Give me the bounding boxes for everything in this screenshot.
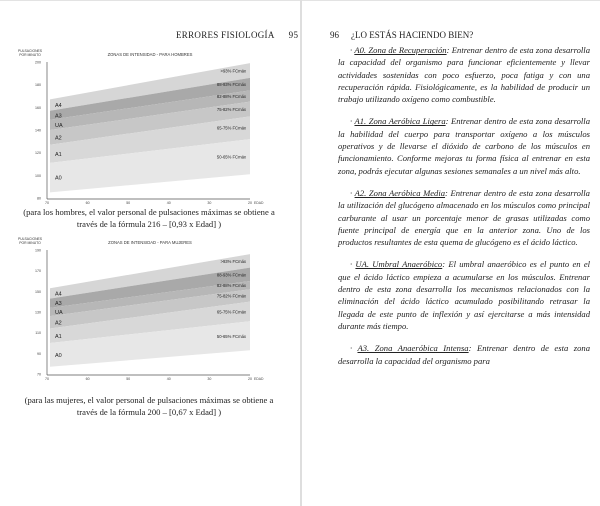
y-tick-label: 70 (37, 372, 41, 377)
y-tick-label: 140 (35, 128, 41, 133)
y-tick-label: 190 (35, 248, 41, 253)
chart-men (0, 48, 300, 218)
y-tick-label: 90 (37, 351, 41, 356)
paragraph-text: : Entrenar dentro de esta zona desarrolla la utilización del glucógeno almacenado en los músculos como principal carburante al usar un porcentaje menor de grasas utilizadas como fuente principal de energía que en la anterior zona. Uno de los productos resultantes de esta quema de glucógeno es el ácido láctico. (338, 187, 590, 248)
zone-label: UA (55, 122, 63, 129)
paragraph-text: : Entrenar dentro de esta zona desarrolla la capacidad del organismo para funcionar eficientemente y llevar actividades sostenidas con poco esfuerzo, poca fatiga y con una recuperación rápida. Fisiológicamente, es la habilidad de producir un trabajo utilizando oxígeno como combustible. (338, 45, 590, 105)
y-axis-label: POR MINUTO (19, 53, 41, 57)
band-label: 50-65% FCmáx (216, 154, 246, 160)
band-label: >93% FCmáx (220, 68, 246, 74)
term: A1. Zona Aeróbica Ligera (354, 116, 446, 127)
running-head (330, 30, 473, 40)
y-axis-label: POR MINUTO (19, 241, 41, 245)
chart-title: ZONAS DE INTENSIDAD - PARA HOMBRES (107, 52, 193, 57)
y-axis-label: PULSACIONES (17, 49, 43, 53)
y-tick-label: 160 (35, 105, 41, 110)
band-label: 88-93% FCmáx (216, 272, 246, 278)
zone-label: A4 (55, 291, 62, 298)
x-tick-label: 40 (166, 201, 171, 205)
paragraph-text: : Entrenar dentro de esta zona desarrolla la capacidad del organismo para (338, 343, 590, 366)
body-text (338, 44, 590, 377)
paragraph-a0: · A0. Zona de Recuperación: Entrenar dentro de esta zona desarrolla la capacidad del organismo para funcionar eficientemente y llevar actividades sostenidas con poco esfuerzo, poca fatiga y con una recuperación rápida. Fisiológicamente, es la habilidad de producir un trabajo utilizando oxígeno como combustible. (338, 45, 590, 105)
y-tick-label: 180 (35, 83, 41, 88)
y-tick-label: 200 (35, 60, 41, 65)
x-tick-label: 50 (126, 201, 131, 205)
caption-women: (para las mujeres, el valor personal de pulsaciones máximas se obtiene a través de la fórmula 200 – [0,67 x Edad] ) (24, 395, 274, 417)
x-tick-label: 70 (45, 377, 49, 381)
term: A3. Zona Anaeróbica Intensa (357, 343, 469, 354)
zone-label: A1 (55, 151, 62, 158)
running-head (176, 30, 298, 40)
x-tick-label: 70 (45, 201, 49, 205)
band-label: 75-82% FCmáx (216, 107, 246, 113)
zone-label: A1 (55, 333, 62, 340)
x-tick-label: 60 (85, 201, 90, 205)
y-tick-label: 150 (35, 289, 41, 294)
y-tick-label: 110 (35, 331, 41, 336)
zone-label: A0 (55, 352, 62, 359)
zone-label: UA (55, 310, 63, 316)
x-tick-label: 50 (126, 377, 131, 381)
chart-women (0, 236, 300, 396)
paragraph-a3: · A3. Zona Anaeróbica Intensa: Entrenar dentro de esta zona desarrolla la capacidad del organismo para (338, 343, 590, 366)
band-label: 65-75% FCmáx (216, 125, 246, 131)
band-label: 82-88% FCmáx (216, 94, 246, 99)
band-label: 82-88% FCmáx (216, 283, 246, 289)
band-label: 65-75% FCmáx (216, 309, 246, 315)
running-head-title: ¿LO ESTÁS HACIENDO BIEN? (351, 30, 474, 40)
x-tick-label: 40 (166, 377, 171, 381)
paragraph-text: : El umbral anaeróbico es el punto en el que el ácido láctico empieza a acumularse en los músculos. Entrenar dentro de esta zona desarrolla los mecanismos relacionados con la eliminación del ácido láctico acumulado posibilitando retrasar la llegada de este punto de inflexión y así ejercitarse a más intensidad durante más tiempo. (338, 259, 591, 331)
y-axis-label: PULSACIONES (17, 237, 43, 241)
term: UA. Umbral Anaeróbico (355, 259, 443, 270)
zone-label: A4 (55, 103, 62, 110)
zone-label: A3 (55, 113, 62, 120)
y-tick-label: 130 (35, 310, 41, 315)
term: A2. Zona Aeróbica Media (354, 187, 446, 198)
band-label: 50-65% FCmáx (216, 333, 246, 339)
x-axis-label: EDAD (254, 377, 264, 381)
x-tick-label: 60 (85, 377, 90, 381)
page-number: 96 (330, 30, 339, 40)
band-label: 75-82% FCmáx (216, 293, 246, 299)
caption-men: (para los hombres, el valor personal de pulsaciones máximas se obtiene a través de la fórmula 216 – [0,93 x Edad] ) (23, 207, 275, 229)
y-tick-label: 170 (35, 269, 41, 274)
page-number: 95 (288, 30, 299, 40)
zone-label: A2 (55, 320, 62, 327)
x-axis-label: EDAD (254, 201, 264, 205)
zone-label: A2 (55, 135, 62, 142)
x-tick-label: 20 (248, 377, 252, 381)
zone-label: A3 (55, 301, 62, 308)
running-head-title: ERRORES FISIOLOGÍA (176, 30, 275, 40)
x-tick-label: 30 (207, 377, 212, 381)
y-tick-label: 80 (37, 196, 41, 201)
band-label: 88-93% FCmáx (216, 82, 246, 88)
zone-label: A0 (55, 175, 62, 182)
x-tick-label: 30 (207, 201, 212, 205)
y-tick-label: 120 (35, 151, 41, 156)
y-tick-label: 100 (35, 173, 41, 178)
right-page (302, 0, 600, 506)
term: A0. Zona de Recuperación (354, 45, 447, 55)
band-label: >93% FCmáx (220, 258, 246, 264)
paragraph-a2: · A2. Zona Aeróbica Media: Entrenar dentro de esta zona desarrolla la utilización del glucógeno almacenado en los músculos como principal carburante al usar un porcentaje menor de grasas utilizadas como fuente principal de energía que en la anterior zona. Uno de los productos resultantes de esta quema de glucógeno es el ácido láctico. (338, 187, 590, 248)
chart-title: ZONAS DE INTENSIDAD - PARA MUJERES (108, 240, 192, 245)
x-tick-label: 20 (248, 201, 252, 205)
paragraph-ua: · UA. Umbral Anaeróbico: El umbral anaeróbico es el punto en el que el ácido láctico empieza a acumularse en los músculos. Entrenar dentro de esta zona desarrolla los mecanismos relacionados con la eliminación del ácido láctico acumulado posibilitando retrasar la llegada de este punto de inflexión y así ejercitarse a más intensidad durante más tiempo. (338, 259, 591, 331)
paragraph-a1: · A1. Zona Aeróbica Ligera: Entrenar dentro de esta zona desarrolla la habilidad del cuerpo para transportar oxígeno a los músculos operativos y de llevarse el dióxido de carbono de los músculos en funcionamiento. Conforme mejoras tu forma física al entrenar en esta zona, podrás ejecutar algunas sesiones semanales a un nivel más alto. (338, 116, 590, 176)
paragraph-text: : Entrenar dentro de esta zona desarrolla la habilidad del cuerpo para transportar oxígeno a los músculos operativos y de llevarse el dióxido de carbono de los músculos en funcionamiento. Conforme mejoras tu forma física al entrenar en esta zona, podrás ejecutar algunas sesiones semanales a un nivel más alto. (338, 116, 590, 176)
